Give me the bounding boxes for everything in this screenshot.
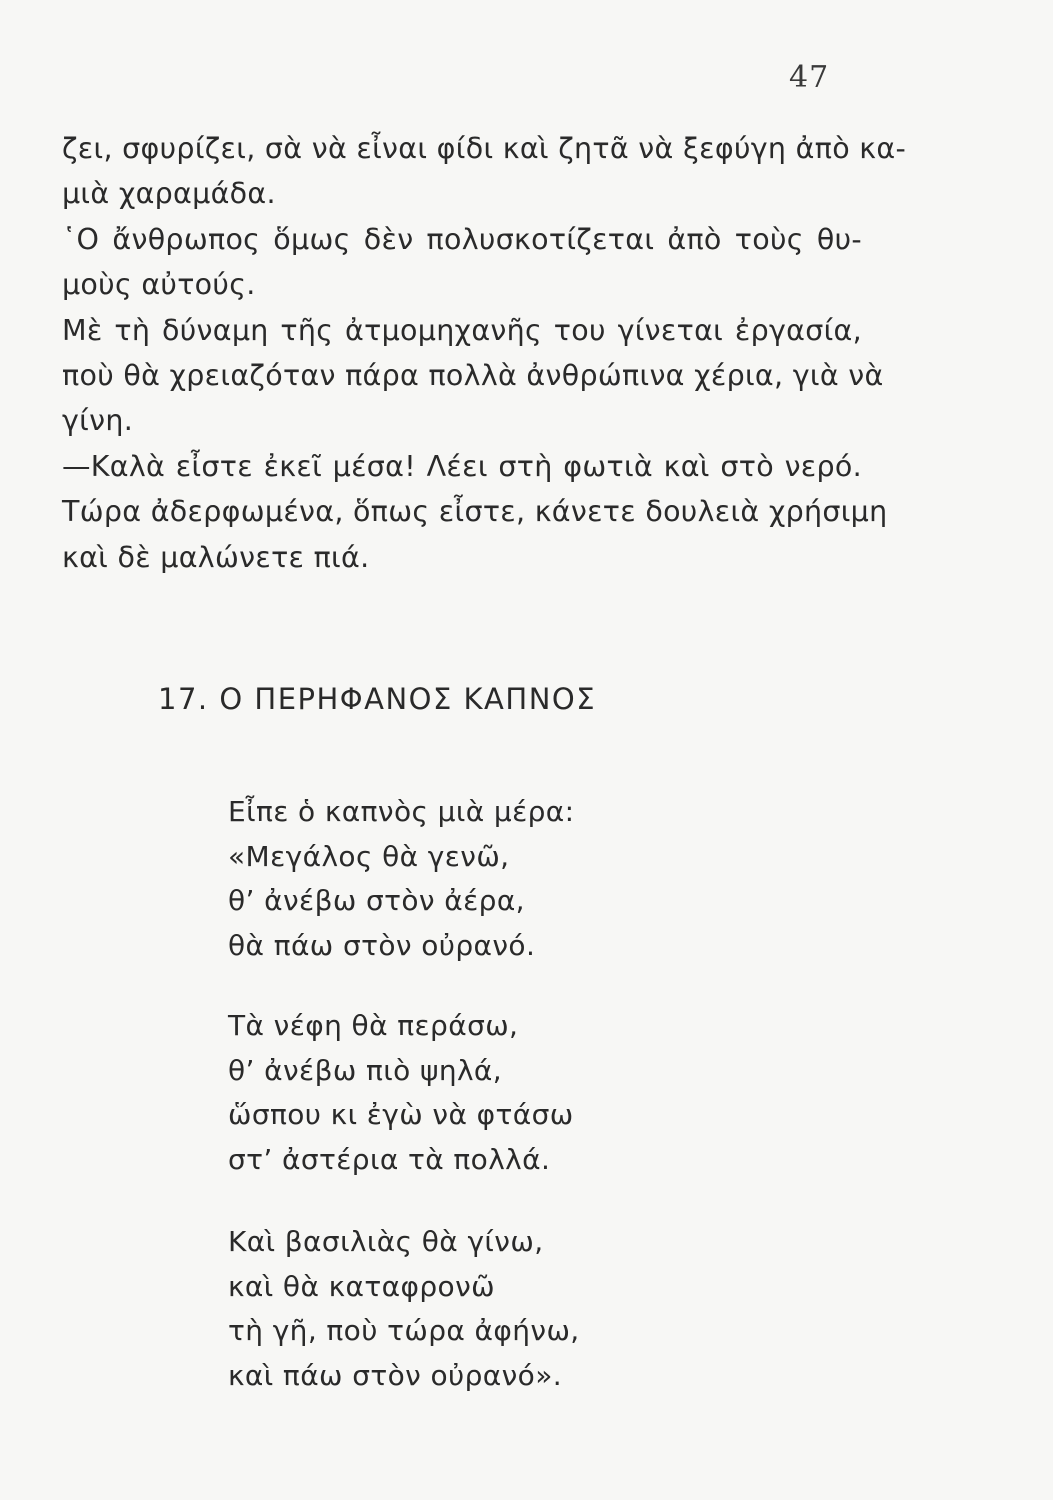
poem-line: καὶ θὰ καταφρονῶ — [228, 1269, 495, 1303]
prose-line: ζει, σφυρίζει, σὰ νὰ εἶναι φίδι καὶ ζητᾶ νὰ ξεφύγη ἀπὸ κα- — [62, 132, 907, 165]
prose-line: ῾Ο ἄνθρωπος ὅμως δὲν πολυσκοτίζεται ἀπὸ τοὺς θυ- — [62, 222, 862, 256]
prose-line: μιὰ χαραμάδα. — [62, 177, 276, 211]
poem-line: Τὰ νέφη θὰ περάσω, — [228, 1009, 519, 1042]
prose-paragraphs — [62, 126, 907, 580]
poem-line: καὶ πάω στὸν οὐρανό». — [228, 1358, 563, 1392]
poem-stanza — [228, 790, 574, 968]
poem-line: ὥσπου κι ἐγὼ νὰ φτάσω — [228, 1098, 574, 1131]
poem-line: θ’ ἀνέβω πιὸ ψηλά, — [228, 1053, 503, 1087]
prose-line: μοὺς αὐτούς. — [62, 268, 256, 302]
poem-line: Εἶπε ὁ καπνὸς μιὰ μέρα: — [228, 795, 575, 828]
poem-stanza — [228, 1220, 580, 1398]
poem-line: στ’ ἀστέρια τὰ πολλά. — [228, 1142, 551, 1176]
chapter-heading: 17. Ο ΠΕΡΗΦΑΝΟΣ ΚΑΠΝΟΣ — [158, 682, 597, 716]
page-number: 47 — [789, 60, 830, 95]
poem-line: Καὶ βασιλιὰς θὰ γίνω, — [228, 1225, 544, 1258]
poem-line: «Μεγάλος θὰ γενῶ, — [228, 839, 510, 873]
prose-line: —Καλὰ εἶστε ἐκεῖ μέσα! Λέει στὴ φωτιὰ καὶ στὸ νερό. — [62, 449, 862, 483]
poem-line: θὰ πάω στὸν οὐρανό. — [228, 928, 536, 962]
prose-line: Μὲ τὴ δύναμη τῆς ἀτμομηχανῆς του γίνεται ἐργασία, — [62, 313, 862, 347]
poem-line: τὴ γῆ, ποὺ τώρα ἀφήνω, — [228, 1314, 580, 1347]
prose-line: γίνη. — [62, 404, 134, 438]
prose-line: Τώρα ἀδερφωμένα, ὅπως εἶστε, κάνετε δουλειὰ χρήσιμη — [62, 495, 888, 529]
poem-line: θ’ ἀνέβω στὸν ἀέρα, — [228, 884, 525, 917]
prose-line: καὶ δὲ μαλώνετε πιά. — [62, 540, 370, 574]
poem-stanza — [228, 1004, 574, 1182]
prose-line: ποὺ θὰ χρειαζόταν πάρα πολλὰ ἀνθρώπινα χέρια, γιὰ νὰ — [62, 359, 884, 393]
